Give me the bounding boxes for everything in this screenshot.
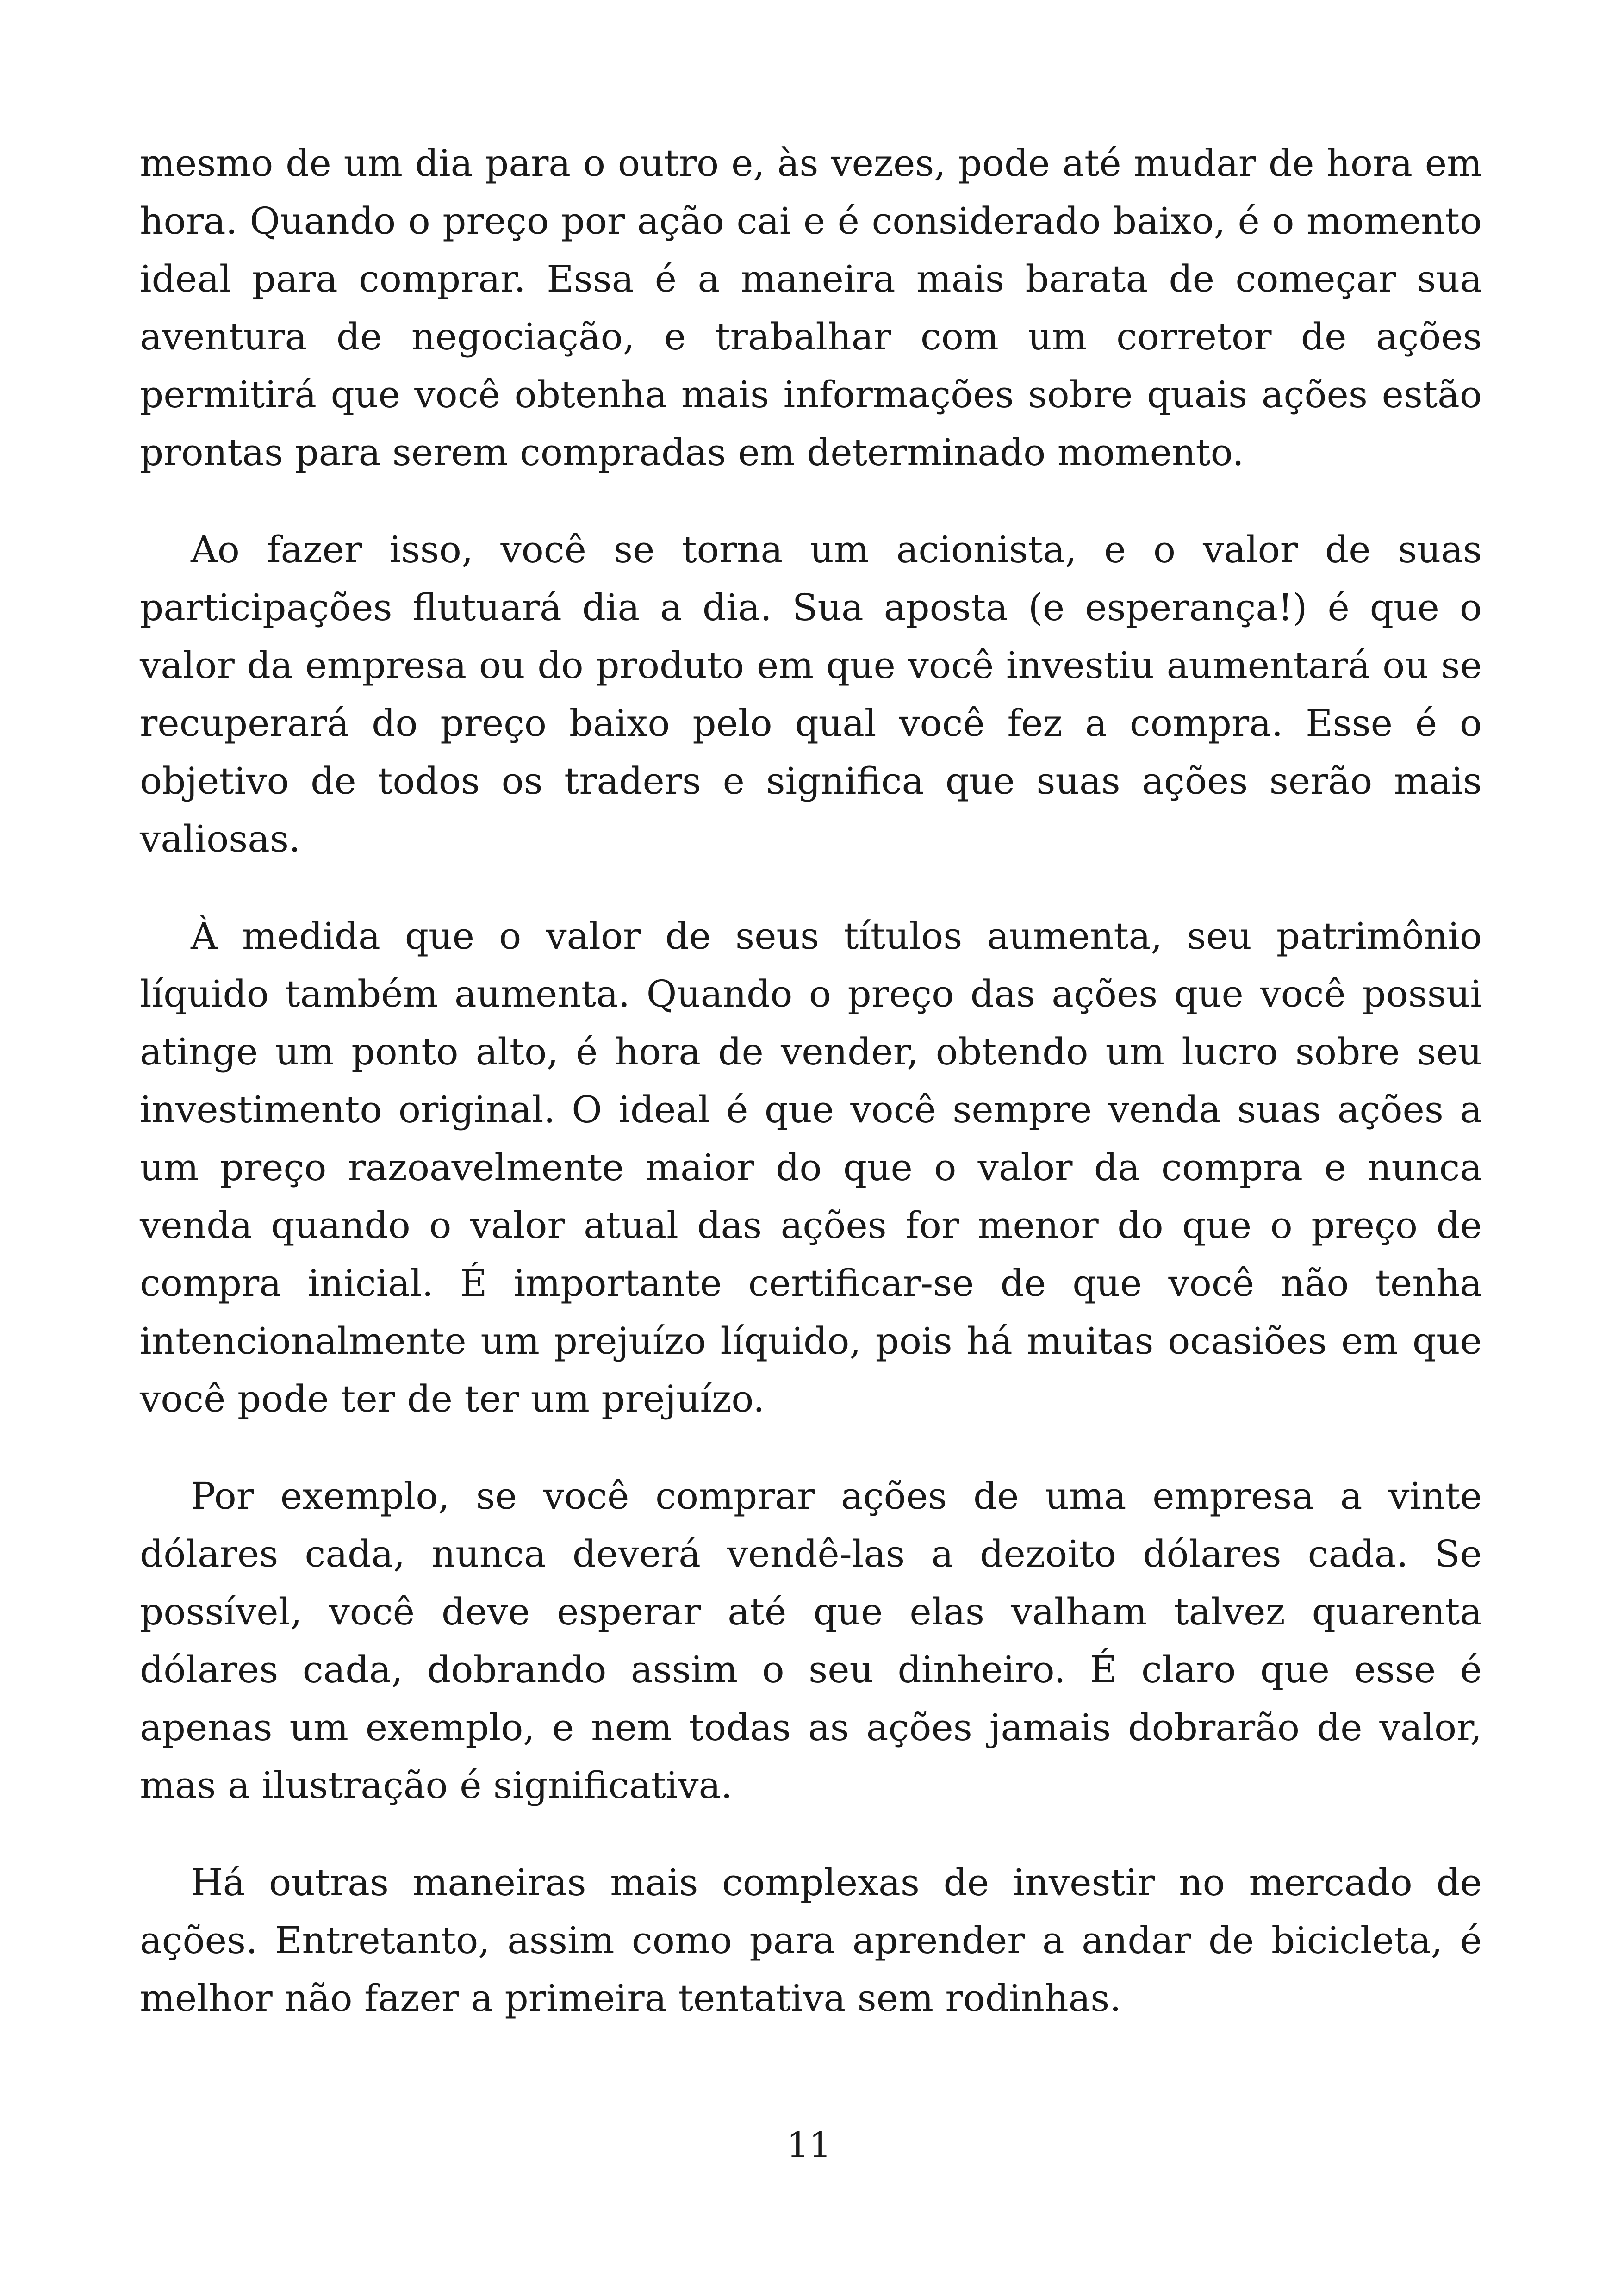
paragraph-4: Por exemplo, se você comprar ações de uma empresa a vinte dólares cada, nunca deverá vendê-las a dezoito dólares cada. Se possível, você deve esperar até que elas valham talvez quarenta dólares cada, dobrando assim o seu dinheiro. É claro que esse é apenas um exemplo, e nem todas as ações jamais dobrarão de valor, mas a ilustração é significativa. xyxy=(140,1475,1482,1807)
paragraph-5: Há outras maneiras mais complexas de investir no mercado de ações. Entretanto, assim como para aprender a andar de bicicleta, é melhor não fazer a primeira tentativa sem rodinhas. xyxy=(140,1861,1482,2020)
page-number: 11 xyxy=(786,2124,832,2165)
document-body xyxy=(140,134,1482,2066)
paragraph-2: Ao fazer isso, você se torna um acionista, e o valor de suas participações flutuará dia a dia. Sua aposta (e esperança!) é que o valor da empresa ou do produto em que você investiu aumentará ou se recuperará do preço baixo pelo qual você fez a compra. Esse é o objetivo de todos os traders e significa que suas ações serão mais valiosas. xyxy=(140,528,1482,860)
paragraph-1: mesmo de um dia para o outro e, às vezes, pode até mudar de hora em hora. Quando o preço por ação cai e é considerado baixo, é o momento ideal para comprar. Essa é a maneira mais barata de começar sua aventura de negociação, e trabalhar com um corretor de ações permitirá que você obtenha mais informações sobre quais ações estão prontas para serem compradas em determinado momento. xyxy=(140,142,1482,474)
paragraph-3: À medida que o valor de seus títulos aumenta, seu patrimônio líquido também aumenta. Quando o preço das ações que você possui atinge um ponto alto, é hora de vender, obtendo um lucro sobre seu investimento original. O ideal é que você sempre venda suas ações a um preço razoavelmente maior do que o valor da compra e nunca venda quando o valor atual das ações for menor do que o preço de compra inicial. É importante certificar-se de que você não tenha intencionalmente um prejuízo líquido, pois há muitas ocasiões em que você pode ter de ter um prejuízo. xyxy=(140,915,1482,1420)
